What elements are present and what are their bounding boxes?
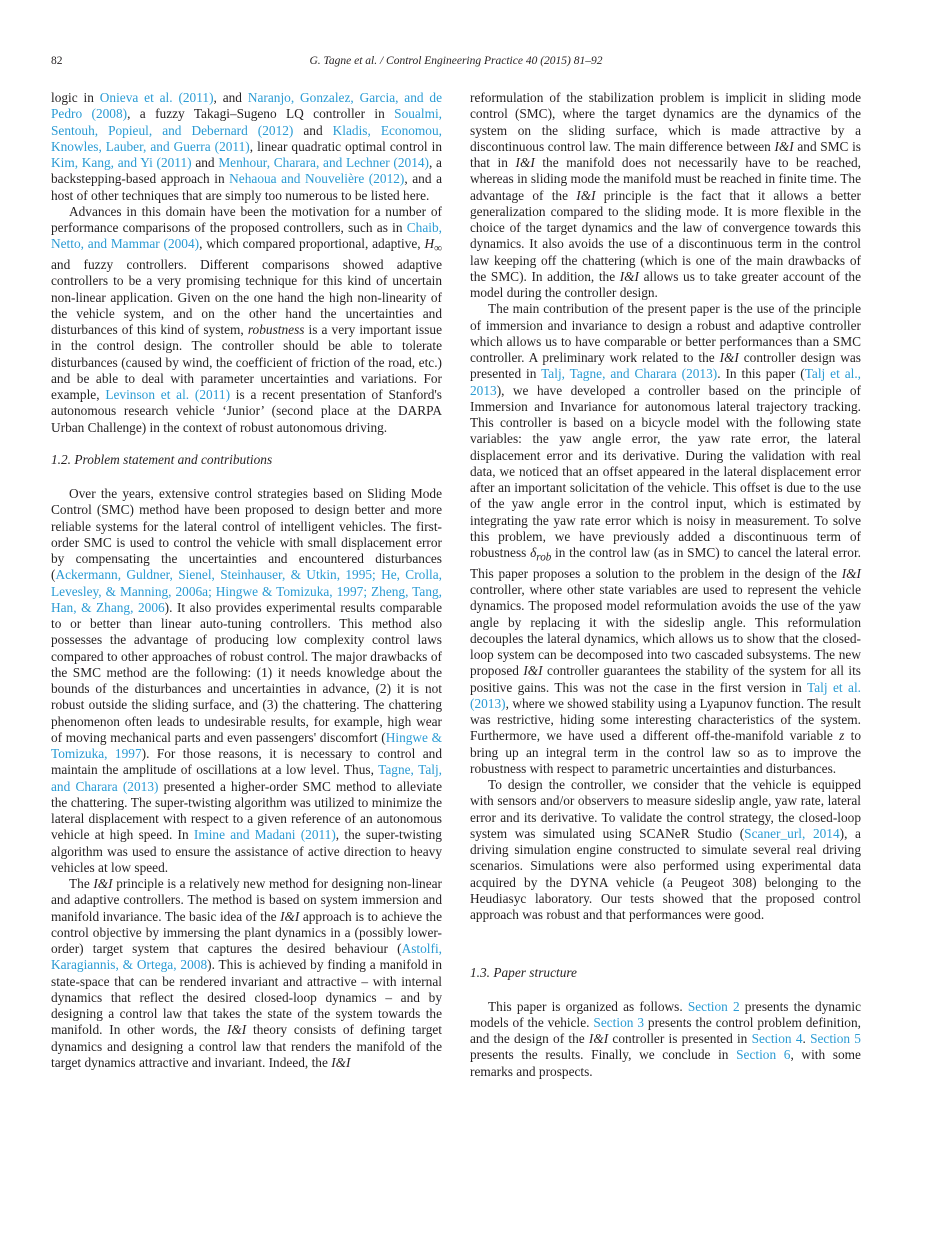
text: The main contribution of the present paper is the use of the principle of immersion and invariance to design a robust and adaptive controller which allows us to have comparable or better performances than a SMC controller. A preliminary work related to the — [470, 301, 861, 365]
emphasis: I&I — [280, 908, 300, 924]
emphasis: I&I — [523, 663, 543, 679]
text: theory consists of defining target dynamics and designing a control law that renders the manifold of the target dynamics attractive and invariant. Indeed, the — [51, 1022, 443, 1070]
paragraph — [470, 90, 861, 301]
left-column — [51, 90, 442, 1071]
section-link[interactable]: Section 2 — [687, 998, 740, 1014]
text: to bring up an integral term in the control law so as to improve the robustness with respect to parametric uncertainties and disturbances. — [470, 728, 861, 776]
text: presented a higher-order SMC method to alleviate the chattering. The super-twisting algorithm was utilized to minimize the lateral displacement with respect to a given reference of an autonomous vehicle at high speed. In — [51, 778, 442, 843]
text: is a very important issue in the control design. The controller should be able to tolerate disturbances (caused by wind, the coefficient of friction of the road, etc.) and be able to deal with parameter uncertainties and variations. For example, — [51, 322, 442, 403]
text: controller is presented in — [608, 1031, 752, 1047]
citation-link[interactable]: Scaner_url, 2014 — [744, 825, 840, 841]
emphasis: I&I — [719, 350, 739, 365]
text: , with some remarks and prospects. — [470, 1047, 861, 1079]
math-symbol: δ — [530, 545, 537, 560]
emphasis: I&I — [331, 1054, 351, 1070]
section-heading: 1.2. Problem statement and contributions — [51, 451, 273, 467]
citation-link[interactable]: Imine and Madani (2011) — [193, 827, 336, 843]
paragraph — [51, 90, 442, 204]
emphasis: robustness — [247, 322, 305, 338]
text: logic in — [51, 90, 100, 105]
text: , which compared proportional, adaptive, — [199, 236, 425, 252]
text: , the super-twisting algorithm was used to ensure the assistance of active direction to heavy vehicles at low speed. — [51, 827, 442, 875]
text: presents the dynamic models of the vehicle. — [470, 998, 861, 1030]
text: the manifold does not necessarily have to be reached, whereas in sliding mode the manifold must be reached in finite time. The advantage of the — [470, 155, 862, 203]
text: and fuzzy controllers. Different comparisons showed adaptive controllers to be a very promising technique for this kind of uncertain non-linear application. Given on the one hand the high non-linearity of the vehicle system, and on the other hand the uncertainties and disturbances of this kind of system, — [51, 257, 442, 338]
text: ), we have developed a controller based on the principle of Immersion and Invariance for autonomous lateral trajectory tracking. This controller is based on a bicycle model with the following state variables: the yaw angle error, the yaw rate error, the lateral displacement error and its derivative. During the validation with real data, we noticed that an offset appeared in the lateral displacement error after an important solicitation of the vehicle. This offset is due to the use of the yaw angle error in the control input, which is estimated by integrating the yaw rate error which is noisy in measurement. To solve this problem, we have previously added a discontinuous term of robustness — [470, 382, 861, 560]
text: The — [69, 876, 94, 892]
text: , where we showed stability using a Lyapunov function. The result was restrictive, hiding some interesting characteristics of the system. Furthermore, we have used a different off-the-manifold variable — [470, 695, 861, 744]
citation-link[interactable]: Talj, Tagne, and Charara (2013) — [541, 366, 718, 382]
section-link[interactable]: Section 5 — [810, 1031, 861, 1047]
text: principle is the fact that it allows a better generalization compared to the sliding mode. It is more flexible in the choice of the target dynamics and the law of convergence towards this dynamics. It also avoids the use of a discontinuous term in the control law keeping off the chattering (which is one of the main drawbacks of the SMC). In addition, the — [470, 187, 861, 284]
section-link[interactable]: Section 6 — [736, 1047, 791, 1063]
text: controller, where other state variables are used to represent the vehicle dynamics. The proposed model reformulation avoids the use of the yaw angle by replacing it with the sideslip angle. This reformulation decouples the lateral dynamics, which allows us to show that the closed-loop system can be decomposed into two cascaded subsystems. The new proposed — [470, 582, 861, 679]
text: Advances in this domain have been the motivation for a number of performance comparisons of the proposed controllers, such as in — [51, 203, 442, 235]
text: in the control law (as in SMC) to cancel the lateral error. This paper proposes a solution to the problem in the design of the — [470, 545, 861, 581]
emphasis: I&I — [515, 155, 535, 170]
citation-link[interactable]: Talj et al. (2013) — [470, 679, 861, 711]
text: This paper is organized as follows. — [488, 998, 688, 1014]
citation-link[interactable]: Astolfi, Karagiannis, & Ortega, 2008 — [51, 941, 442, 973]
citation-link[interactable]: Soualmi, Sentouh, Popieul, and Debernard (2012) — [51, 106, 442, 138]
section-heading: 1.3. Paper structure — [470, 965, 577, 981]
text: . — [802, 1031, 811, 1047]
text: presents the control problem definition, and the design of the — [470, 1014, 861, 1047]
page-number: 82 — [51, 55, 63, 67]
section-link[interactable]: Section 4 — [751, 1031, 803, 1047]
text: approach is to achieve the control objective by immersing the plant dynamics in a (possibly lower-order) target system that captures the desired behaviour ( — [51, 908, 443, 957]
emphasis: I&I — [841, 565, 861, 581]
citation-link[interactable]: Onieva et al. (2011) — [99, 90, 214, 105]
text: ). For those reasons, it is necessary to control and maintain the amplitude of oscillations at a low level. Thus, — [51, 746, 442, 778]
text: ), a driving simulation engine constructed to simulate several real driving scenarios. Simulations were also performed using experimental data acquired by the DYNA vehicle (a Peugeot 308) belonging to the Heudiasyc laboratory. Our tests showed that the proposed control approach was robust and that performances were good. — [470, 825, 861, 923]
paragraph — [51, 876, 442, 1071]
citation-link[interactable]: Kim, Kang, and Yi (2011) — [51, 155, 192, 170]
text: , a fuzzy Takagi–Sugeno LQ controller in — [127, 106, 395, 122]
emphasis: I&I — [576, 187, 596, 203]
paragraph — [51, 486, 442, 876]
text: , a backstepping-based approach in — [51, 155, 442, 187]
paragraph — [51, 204, 442, 436]
text: is a recent presentation of Stanford's autonomous research vehicle ‘Junior’ (second place at the DARPA Urban Challenge) in the context of robust autonomous driving. — [51, 387, 442, 435]
citation-link[interactable]: Levinson et al. (2011) — [105, 387, 231, 403]
emphasis: I&I — [226, 1022, 247, 1038]
text: Over the years, extensive control strategies based on Sliding Mode Control (SMC) method have been proposed to design better and more reliable systems for the lateral control of intelligent vehicles. The first-order SMC is used to control the vehicle with small displacement error by compensating the uncertainties and encountered disturbances ( — [51, 486, 442, 583]
text: ). It also provides experimental results comparable to or better than linear auto-tuning controllers. This method also possesses the advantage of producing low complexity control laws compared to other approaches of robust control. The major drawbacks of the SMC method are the following: (1) it needs knowledge about the bounds of the disturbances and uncertainties in advance, (2) it is not robust outside the sliding surface, and (3) the chattering. The chattering phenomenon often leads to undesirable results, for example, high wear of moving mechanical parts and even passengers' discomfort ( — [51, 599, 442, 745]
text: ). This is achieved by finding a manifold in state-space that can be rendered invariant and attractive – with internal dynamics that reflect the desired closed-loop dynamics – and by designing a control law that takes the state of the system towards the manifold. In other words, the — [51, 957, 442, 1038]
emphasis: I&I — [774, 138, 794, 154]
text: To design the controller, we consider that the vehicle is equipped with sensors and/or observers to measure sideslip angle, yaw rate, lateral error and its derivative. To validate the control strategy, the closed-loop system was simulated using SCANeR Studio ( — [470, 777, 861, 841]
text: , linear quadratic optimal control in — [249, 138, 442, 154]
emphasis: I&I — [93, 876, 113, 892]
text: principle is a relatively new method for designing non-linear and adaptive controllers. The method is based on system immersion and manifold invariance. The basic idea of the — [51, 876, 442, 924]
text: and — [191, 155, 219, 170]
citation-link[interactable]: Naranjo, Gonzalez, Garcia, and de Pedro (2008) — [51, 90, 443, 122]
text: allows us to take greater account of the model during the controller design. — [470, 268, 861, 300]
running-title: G. Tagne et al. / Control Engineering Practice 40 (2015) 81–92 — [309, 55, 603, 67]
citation-link[interactable]: Chaib, Netto, and Mammar (2004) — [51, 220, 442, 252]
text: and — [293, 122, 333, 138]
section-link[interactable]: Section 3 — [593, 1014, 644, 1030]
paragraph — [470, 301, 861, 777]
text: controller guarantees the stability of the system for all its positive gains. This was not the case in the first version in — [470, 663, 861, 695]
citation-link[interactable]: Hingwe & Tomizuka, 1997 — [51, 729, 442, 762]
citation-link[interactable]: Nehaoua and Nouvelière (2012) — [229, 171, 405, 187]
emphasis: I&I — [619, 268, 639, 284]
paragraph — [470, 999, 861, 1080]
math-subscript: ∞ — [434, 242, 442, 255]
text: presents the results. Finally, we conclude in — [470, 1047, 737, 1063]
citation-link[interactable]: Menhour, Charara, and Lechner (2014) — [218, 155, 429, 170]
math-symbol: z — [839, 728, 845, 744]
right-column — [470, 90, 861, 1080]
citation-link[interactable]: Kladis, Economou, Knowles, Lauber, and Guerra (2011) — [51, 122, 442, 154]
emphasis: I&I — [588, 1031, 609, 1047]
math-symbol: H — [424, 236, 435, 252]
citation-link[interactable]: Tagne, Talj, and Charara (2013) — [51, 762, 442, 794]
text: , and — [213, 90, 248, 105]
text: . In this paper ( — [717, 366, 805, 382]
text: controller design was presented in — [470, 350, 861, 382]
text: reformulation of the stabilization problem is implicit in sliding mode control (SMC), where the target dynamics are the dynamics of the system on the sliding surface, which is made attractive by a discontinuous control law. The main difference between — [470, 90, 861, 154]
text: , and a host of other techniques that are simply too numerous to be listed here. — [51, 171, 443, 203]
running-header — [51, 55, 861, 71]
citation-link[interactable]: Talj et al., 2013 — [470, 366, 862, 398]
citation-link[interactable]: Ackermann, Guldner, Sienel, Steinhauser, & Utkin, 1995; He, Crolla, Levesley, & Manning, 2006a; Hingwe & Tomizuka, 1997; Zheng, Tang, Han, & Zhang, 2006 — [51, 567, 442, 615]
math-subscript: rob — [536, 551, 552, 564]
text: and SMC is that in — [470, 138, 861, 170]
paragraph — [470, 777, 861, 923]
